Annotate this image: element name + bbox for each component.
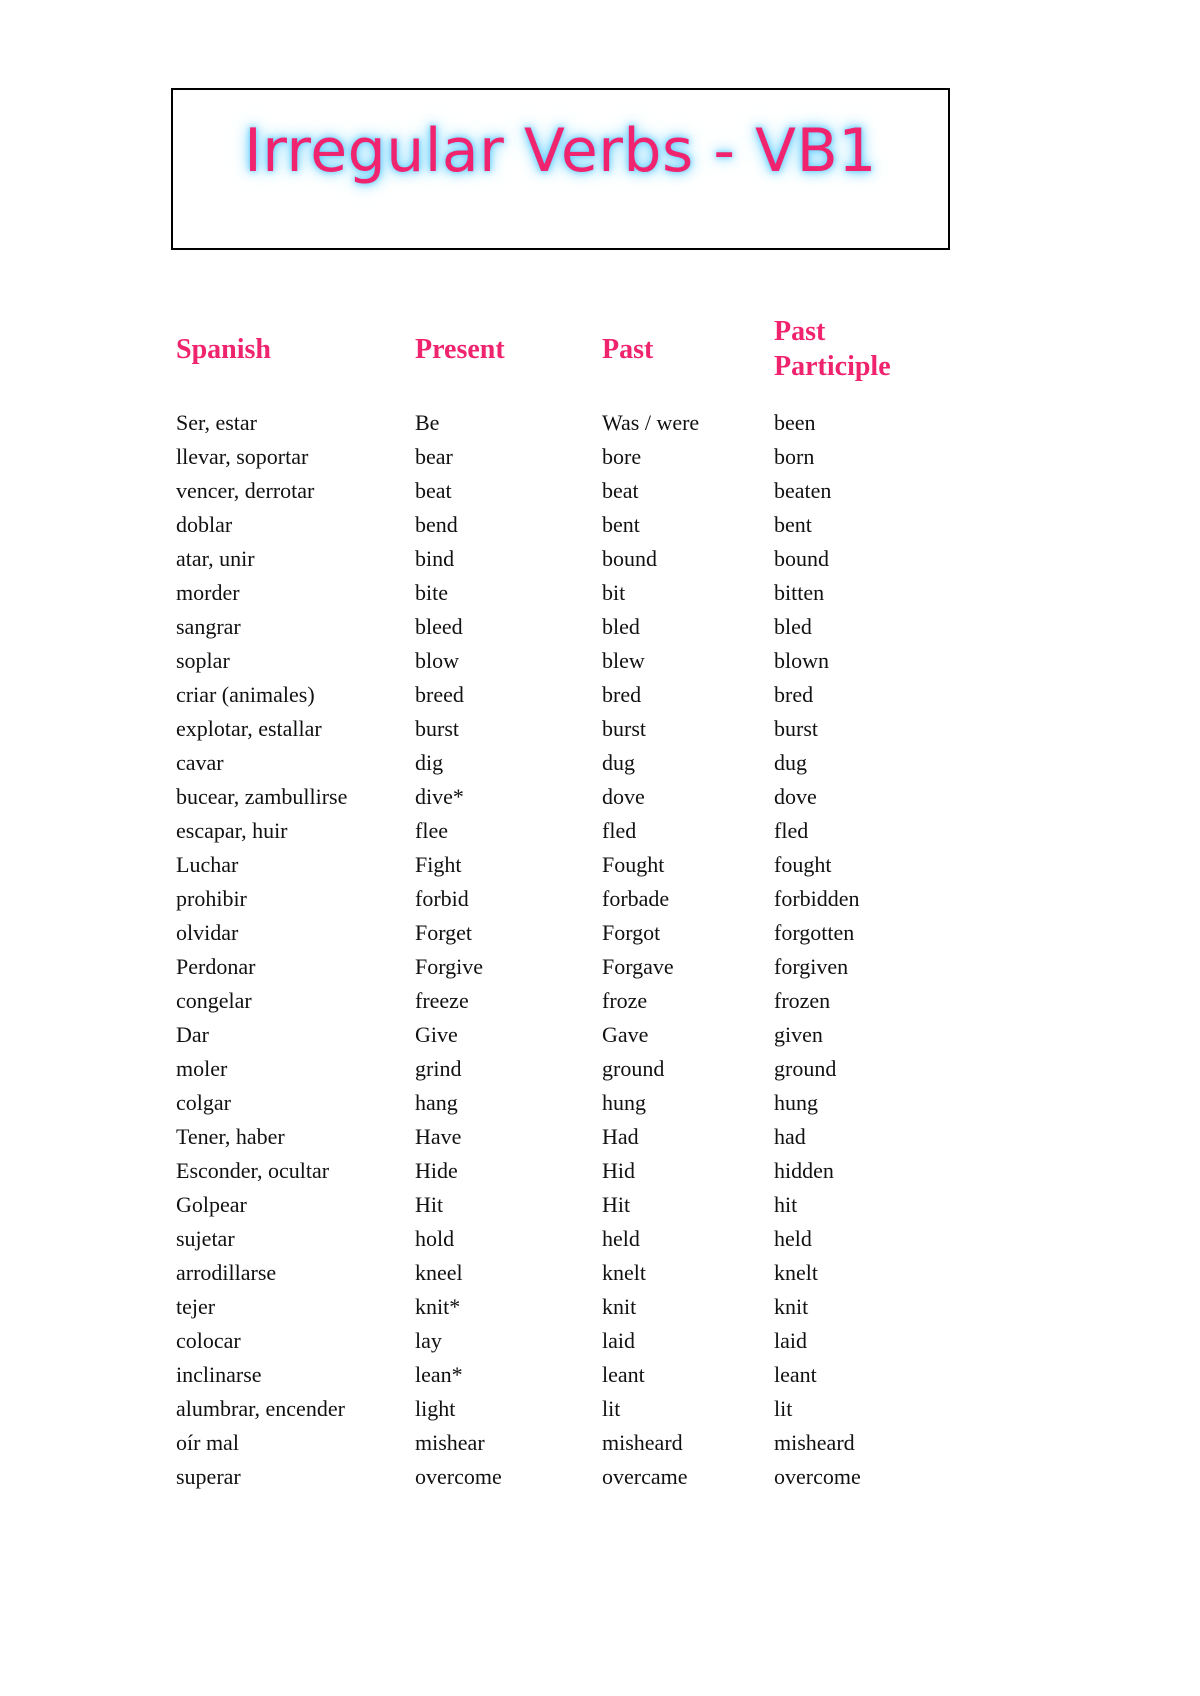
spanish-cell: sujetar xyxy=(176,1226,235,1251)
table-row xyxy=(176,916,976,950)
header-past: Past xyxy=(602,334,654,365)
past-participle-cell: bled xyxy=(774,614,812,639)
spanish-cell: tejer xyxy=(176,1294,216,1319)
past-participle-cell: dove xyxy=(774,784,817,809)
table-row xyxy=(176,882,976,916)
present-cell: kneel xyxy=(415,1260,463,1285)
verb-table xyxy=(176,314,976,1494)
table-row xyxy=(176,746,976,780)
spanish-cell: colgar xyxy=(176,1090,231,1115)
spanish-cell: Tener, haber xyxy=(176,1124,285,1149)
spanish-cell: morder xyxy=(176,580,240,605)
title-box xyxy=(171,88,950,250)
header-past-participle xyxy=(774,314,891,384)
present-cell: flee xyxy=(415,818,448,843)
spanish-cell: Golpear xyxy=(176,1192,247,1217)
table-row xyxy=(176,848,976,882)
past-cell: misheard xyxy=(602,1430,683,1455)
past-participle-cell: hidden xyxy=(774,1158,834,1183)
table-row xyxy=(176,712,976,746)
past-participle-cell: fought xyxy=(774,852,832,877)
past-cell: bled xyxy=(602,614,640,639)
past-cell: hung xyxy=(602,1090,646,1115)
present-cell: mishear xyxy=(415,1430,485,1455)
present-cell: burst xyxy=(415,716,459,741)
present-cell: freeze xyxy=(415,988,469,1013)
table-row xyxy=(176,1426,976,1460)
table-row xyxy=(176,542,976,576)
past-participle-cell: hung xyxy=(774,1090,818,1115)
present-cell: Have xyxy=(415,1124,462,1149)
table-row xyxy=(176,1120,976,1154)
past-participle-cell: forbidden xyxy=(774,886,860,911)
past-participle-cell: bitten xyxy=(774,580,825,605)
table-row xyxy=(176,1154,976,1188)
present-cell: Forgive xyxy=(415,954,484,979)
present-cell: bite xyxy=(415,580,448,605)
present-cell: light xyxy=(415,1396,456,1421)
past-cell: dove xyxy=(602,784,645,809)
spanish-cell: criar (animales) xyxy=(176,682,315,707)
present-cell: bind xyxy=(415,546,455,571)
table-row xyxy=(176,440,976,474)
table-row xyxy=(176,508,976,542)
spanish-cell: atar, unir xyxy=(176,546,255,571)
spanish-cell: explotar, estallar xyxy=(176,716,322,741)
past-participle-cell: born xyxy=(774,444,815,469)
table-row xyxy=(176,610,976,644)
present-cell: knit* xyxy=(415,1294,461,1319)
present-cell: dive* xyxy=(415,784,464,809)
past-participle-cell: knit xyxy=(774,1294,809,1319)
past-cell: knit xyxy=(602,1294,637,1319)
present-cell: dig xyxy=(415,750,444,775)
past-cell: dug xyxy=(602,750,635,775)
header-spanish: Spanish xyxy=(176,334,271,365)
spanish-cell: prohibir xyxy=(176,886,247,911)
past-cell: bound xyxy=(602,546,657,571)
present-cell: bear xyxy=(415,444,453,469)
present-cell: overcome xyxy=(415,1464,502,1489)
past-cell: laid xyxy=(602,1328,635,1353)
table-row xyxy=(176,1324,976,1358)
table-row xyxy=(176,644,976,678)
table-header xyxy=(176,314,976,384)
past-cell: Gave xyxy=(602,1022,649,1047)
past-participle-cell: bent xyxy=(774,512,812,537)
past-participle-cell: beaten xyxy=(774,478,832,503)
past-participle-cell: had xyxy=(774,1124,806,1149)
past-participle-cell: bound xyxy=(774,546,829,571)
past-cell: Fought xyxy=(602,852,665,877)
present-cell: Hit xyxy=(415,1192,444,1217)
spanish-cell: alumbrar, encender xyxy=(176,1396,345,1421)
header-past-participle-line1: Past xyxy=(774,316,826,347)
past-participle-cell: burst xyxy=(774,716,818,741)
past-cell: bit xyxy=(602,580,626,605)
present-cell: Hide xyxy=(415,1158,458,1183)
past-participle-cell: knelt xyxy=(774,1260,818,1285)
table-row xyxy=(176,576,976,610)
past-participle-cell: misheard xyxy=(774,1430,855,1455)
past-participle-cell: overcome xyxy=(774,1464,861,1489)
table-row xyxy=(176,1358,976,1392)
present-cell: beat xyxy=(415,478,452,503)
present-cell: Be xyxy=(415,410,440,435)
past-cell: froze xyxy=(602,988,648,1013)
spanish-cell: olvidar xyxy=(176,920,239,945)
past-participle-cell: given xyxy=(774,1022,823,1047)
past-cell: forbade xyxy=(602,886,670,911)
past-cell: overcame xyxy=(602,1464,688,1489)
past-cell: blew xyxy=(602,648,645,673)
present-cell: lean* xyxy=(415,1362,463,1387)
past-participle-cell: frozen xyxy=(774,988,831,1013)
past-participle-cell: forgiven xyxy=(774,954,849,979)
past-participle-cell: been xyxy=(774,410,816,435)
past-cell: bore xyxy=(602,444,642,469)
past-cell: Was / were xyxy=(602,410,700,435)
spanish-cell: superar xyxy=(176,1464,241,1489)
spanish-cell: bucear, zambullirse xyxy=(176,784,348,809)
table-row xyxy=(176,1256,976,1290)
table-row xyxy=(176,950,976,984)
past-cell: leant xyxy=(602,1362,645,1387)
table-row xyxy=(176,406,976,440)
past-cell: beat xyxy=(602,478,639,503)
spanish-cell: oír mal xyxy=(176,1430,239,1455)
header-past-participle-line2: Participle xyxy=(774,351,891,382)
table-row xyxy=(176,678,976,712)
spanish-cell: vencer, derrotar xyxy=(176,478,315,503)
spanish-cell: Perdonar xyxy=(176,954,256,979)
present-cell: Forget xyxy=(415,920,473,945)
past-participle-cell: bred xyxy=(774,682,814,707)
table-row xyxy=(176,1290,976,1324)
spanish-cell: cavar xyxy=(176,750,224,775)
past-participle-cell: dug xyxy=(774,750,807,775)
past-cell: Forgot xyxy=(602,920,661,945)
table-row xyxy=(176,1188,976,1222)
spanish-cell: colocar xyxy=(176,1328,241,1353)
page-title: Irregular Verbs - VB1 xyxy=(244,116,877,186)
present-cell: bleed xyxy=(415,614,463,639)
spanish-cell: Luchar xyxy=(176,852,239,877)
table-row xyxy=(176,1392,976,1426)
spanish-cell: escapar, huir xyxy=(176,818,288,843)
header-present: Present xyxy=(415,334,505,365)
past-participle-cell: ground xyxy=(774,1056,837,1081)
present-cell: bend xyxy=(415,512,458,537)
table-row xyxy=(176,814,976,848)
present-cell: forbid xyxy=(415,886,469,911)
table-row xyxy=(176,474,976,508)
present-cell: grind xyxy=(415,1056,462,1081)
past-cell: knelt xyxy=(602,1260,646,1285)
past-cell: bred xyxy=(602,682,642,707)
present-cell: Fight xyxy=(415,852,462,877)
present-cell: hold xyxy=(415,1226,455,1251)
present-cell: hang xyxy=(415,1090,458,1115)
table-row xyxy=(176,780,976,814)
past-participle-cell: fled xyxy=(774,818,809,843)
spanish-cell: Esconder, ocultar xyxy=(176,1158,330,1183)
past-participle-cell: lit xyxy=(774,1396,793,1421)
past-participle-cell: leant xyxy=(774,1362,817,1387)
table-row xyxy=(176,1222,976,1256)
spanish-cell: sangrar xyxy=(176,614,241,639)
present-cell: lay xyxy=(415,1328,442,1353)
present-cell: blow xyxy=(415,648,459,673)
spanish-cell: Dar xyxy=(176,1022,209,1047)
past-participle-cell: hit xyxy=(774,1192,798,1217)
spanish-cell: arrodillarse xyxy=(176,1260,277,1285)
spanish-cell: congelar xyxy=(176,988,252,1013)
spanish-cell: doblar xyxy=(176,512,233,537)
past-participle-cell: held xyxy=(774,1226,812,1251)
past-participle-cell: blown xyxy=(774,648,829,673)
present-cell: Give xyxy=(415,1022,458,1047)
past-cell: Hid xyxy=(602,1158,635,1183)
table-row xyxy=(176,984,976,1018)
table-row xyxy=(176,1018,976,1052)
spanish-cell: soplar xyxy=(176,648,230,673)
past-cell: bent xyxy=(602,512,640,537)
spanish-cell: llevar, soportar xyxy=(176,444,309,469)
past-cell: held xyxy=(602,1226,640,1251)
past-participle-cell: forgotten xyxy=(774,920,855,945)
table-row xyxy=(176,1086,976,1120)
table-body xyxy=(176,406,976,1494)
past-cell: Had xyxy=(602,1124,639,1149)
past-cell: ground xyxy=(602,1056,665,1081)
past-cell: fled xyxy=(602,818,637,843)
present-cell: breed xyxy=(415,682,464,707)
past-cell: Hit xyxy=(602,1192,631,1217)
spanish-cell: inclinarse xyxy=(176,1362,262,1387)
spanish-cell: Ser, estar xyxy=(176,410,257,435)
spanish-cell: moler xyxy=(176,1056,228,1081)
past-cell: lit xyxy=(602,1396,621,1421)
past-cell: burst xyxy=(602,716,646,741)
table-row xyxy=(176,1460,976,1494)
table-row xyxy=(176,1052,976,1086)
past-participle-cell: laid xyxy=(774,1328,807,1353)
past-cell: Forgave xyxy=(602,954,674,979)
